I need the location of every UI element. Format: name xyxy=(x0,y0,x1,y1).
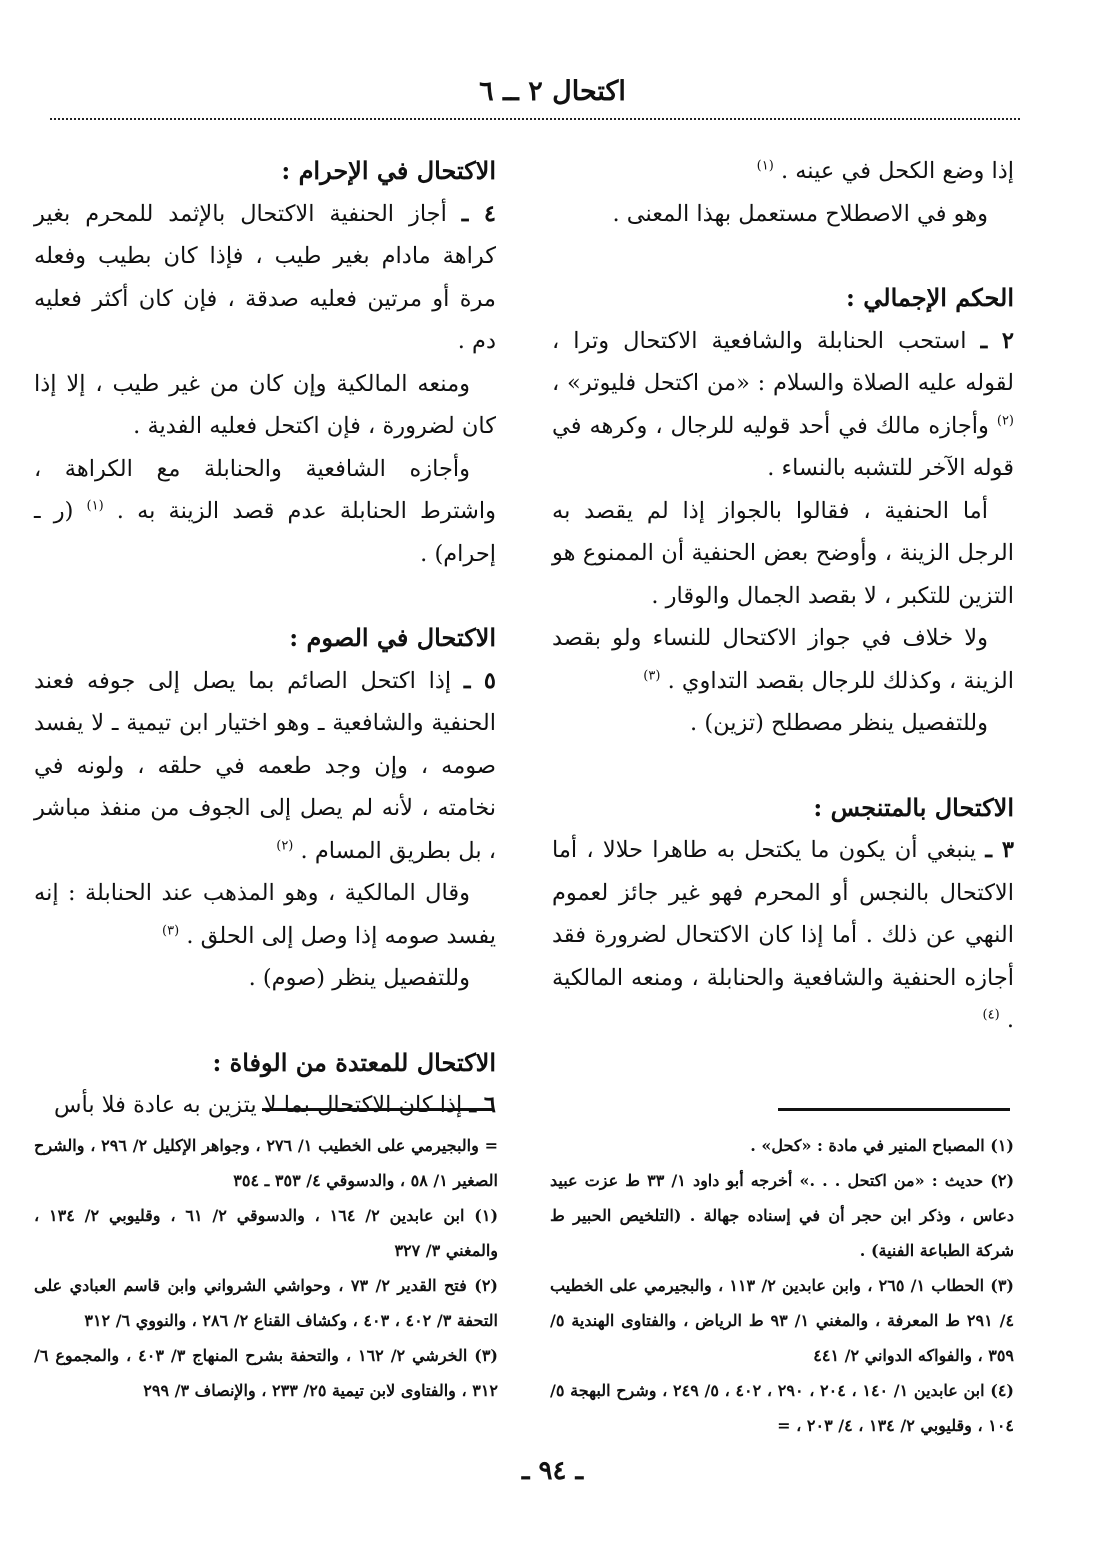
footnote: (٢) حديث : «من اكتحل . . .» أخرجه أبو داود ١/ ٣٣ ط عزت عبيد دعاس ، وذكر ابن حجر أن في إسناده جهالة . (التلخيص الحبير ط شركة الطباعة الفنية) . xyxy=(550,1171,1015,1260)
left-column xyxy=(34,150,496,1127)
paragraph: ولا خلاف في جواز الاكتحال للنساء ولو بقصد الزينة ، وكذلك للرجال بقصد التداوي . $^{(٣)}$ xyxy=(552,625,1014,694)
footnote: (٣) الخرشي ٢/ ١٦٢ ، والتحفة بشرح المنهاج ٣/ ٤٠٣ ، والمجموع ٦/ ٣١٢ ، والفتاوى لابن تيمية ٢٥/ ٢٣٣ ، والإنصاف ٣/ ٢٩٩ xyxy=(34,1346,498,1400)
section-heading: الاكتحال في الإحرام : xyxy=(281,156,496,185)
paragraph: إذا وضع الكحل في عينه . $^{(١)}$ xyxy=(756,158,1014,184)
footnote-divider xyxy=(778,1108,1010,1111)
section-heading: الحكم الإجمالي : xyxy=(846,283,1014,312)
paragraph: ٦ ـ إذا كان الاكتحال بما لا يتزين به عادة فلا بأس xyxy=(54,1092,496,1118)
footnote: (٢) فتح القدير ٢/ ٧٣ ، وحواشي الشرواني وابن قاسم العبادي على التحفة ٣/ ٤٠٢ ، ٤٠٣ ، وكشاف القناع ٢/ ٢٨٦ ، والنووي ٦/ ٣١٢ xyxy=(34,1276,498,1330)
footnote-ref: (٢) xyxy=(996,413,1014,428)
footnote: (٣) الحطاب ١/ ٢٦٥ ، وابن عابدين ٢/ ١١٣ ، والبجيرمي على الخطيب ٤/ ٢٩١ ط المعرفة ، والمغني ١/ ٩٣ ط الرياض ، والفتاوى الهندية ٥/ ٣٥٩ ، والفواكه الدواني ٢/ ٤٤١ xyxy=(550,1276,1015,1365)
page-number: ـ ٩٤ ـ xyxy=(521,1456,584,1486)
paragraph: وأجازه الشافعية والحنابلة مع الكراهة ، واشترط الحنابلة عدم قصد الزينة به . $^{(١)}$ (ر ـ إحرام) . xyxy=(34,455,496,567)
paragraph: وللتفصيل ينظر (صوم) . xyxy=(248,965,470,991)
footnote-ref: (٣) xyxy=(643,668,661,683)
section-heading: الاكتحال في الصوم : xyxy=(289,623,496,652)
footnote-divider xyxy=(262,1108,494,1111)
paragraph: وهو في الاصطلاح مستعمل بهذا المعنى . xyxy=(612,200,988,227)
footnote-ref: (١) xyxy=(86,498,104,514)
footnotes-right xyxy=(550,1128,1014,1443)
header-divider xyxy=(50,118,1020,120)
right-column xyxy=(552,150,1014,1042)
paragraph: ٣ ـ ينبغي أن يكون ما يكتحل به طاهرا حلالا ، أما الاكتحال بالنجس أو المحرم فهو غير جائز لعموم النهي عن ذلك . أما إذا كان الاكتحال لضرورة فقد أجازه الحنفية والشافعية والحنابلة ، ومنعه المالكية . $^{(٤)}$ xyxy=(552,837,1014,1033)
paragraph: وقال المالكية ، وهو المذهب عند الحنابلة : إنه يفسد صومه إذا وصل إلى الحلق . $^{(٣)}$ xyxy=(34,880,496,949)
section-heading: الاكتحال للمعتدة من الوفاة : xyxy=(212,1047,496,1077)
paragraph: ٢ ـ استحب الحنابلة والشافعية الاكتحال وترا ، لقوله عليه الصلاة والسلام : «من اكتحل فليوتر» ،$^{(٢)}$ وأجازه مالك في أحد قوليه للرجال ، وكرهه في قوله الآخر للتشبه بالنساء . xyxy=(552,327,1014,481)
paragraph: أما الحنفية ، فقالوا بالجواز إذا لم يقصد به الرجل الزينة ، وأوضح بعض الحنفية أن الممنوع هو التزين للتكبر ، لا بقصد الجمال والوقار . xyxy=(552,497,1014,609)
footnote-ref: (٢) xyxy=(276,838,294,853)
paragraph: ومنعه المالكية وإن كان من غير طيب ، إلا إذا كان لضرورة ، فإن اكتحل فعليه الفدية . xyxy=(34,370,496,439)
footnote-ref: (٤) xyxy=(982,1007,1000,1023)
footnote-ref: (١) xyxy=(756,158,774,174)
footnotes-left xyxy=(34,1128,498,1408)
footnote: (١) ابن عابدين ٢/ ١٦٤ ، والدسوقي ٢/ ٦١ ، وقليوبي ٢/ ١٣٤ ، والمغني ٣/ ٣٢٧ xyxy=(34,1206,499,1260)
footnote: (٤) ابن عابدين ١/ ١٤٠ ، ٢٠٤ ، ٢٩٠ ، ٤٠٢ ، ٥/ ٢٤٩ ، وشرح البهجة ٥/ ١٠٤ ، وقليوبي ٢/ ١٣٤ ، ٤/ ٢٠٣ ، = xyxy=(550,1381,1014,1435)
page-title: اكتحال ٢ ــ ٦ xyxy=(479,76,626,107)
footnote: (١) المصباح المنير في مادة : «كحل» . xyxy=(750,1136,1014,1155)
paragraph: ٤ ـ أجاز الحنفية الاكتحال بالإثمد للمحرم بغير كراهة مادام بغير طيب ، فإذا كان بطيب وفعله مرة أو مرتين فعليه صدقة ، فإن كان أكثر فعليه دم . xyxy=(34,200,497,354)
paragraph: ٥ ـ إذا اكتحل الصائم بما يصل إلى جوفه فعند الحنفية والشافعية ـ وهو اختيار ابن تيمية ـ لا يفسد صومه ، وإن وجد طعمه في حلقه ، ولونه في نخامته ، لأنه لم يصل إلى الجوف من منفذ مباشر ، بل بطريق المسام . $^{(٢)}$ xyxy=(34,667,496,864)
section-heading: الاكتحال بالمتنجس : xyxy=(813,792,1014,822)
footnote-ref: (٣) xyxy=(162,923,180,938)
footnote: = والبجيرمي على الخطيب ١/ ٢٧٦ ، وجواهر الإكليل ٢/ ٢٩٦ ، والشرح الصغير ١/ ٥٨ ، والدسوقي ٤/ ٣٥٣ ـ ٣٥٤ xyxy=(34,1136,499,1190)
paragraph: وللتفصيل ينظر مصطلح (تزين) . xyxy=(690,710,988,736)
